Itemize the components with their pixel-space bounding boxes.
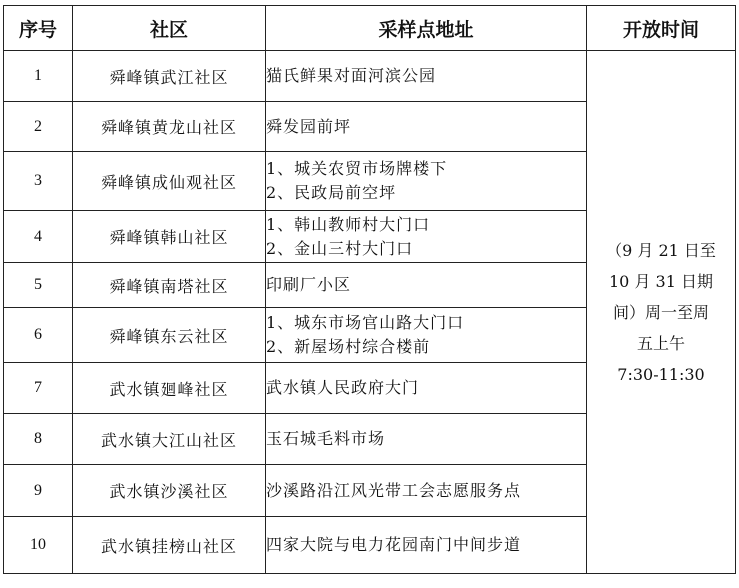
site-address-line: 武水镇人民政府大门 — [266, 378, 420, 397]
site-address-line: 印刷厂小区 — [266, 275, 352, 294]
open-time-cell — [587, 51, 736, 574]
row-community: 武水镇沙溪社区 — [73, 465, 266, 517]
open-time-line: 五上午 — [636, 333, 685, 353]
row-site — [266, 308, 587, 363]
open-time-line: 7:30-11:30 — [617, 364, 705, 384]
row-community: 舜峰镇东云社区 — [73, 308, 266, 363]
row-community: 武水镇大江山社区 — [73, 414, 266, 465]
site-address-line: 舜发园前坪 — [266, 116, 352, 136]
row-seq: 10 — [4, 517, 73, 574]
table-body — [4, 51, 736, 574]
row-community: 武水镇挂榜山社区 — [73, 517, 266, 574]
row-seq: 6 — [4, 308, 73, 363]
site-address-line: 2、民政局前空坪 — [266, 183, 397, 202]
site-address-line: 猫氏鲜果对面河滨公园 — [266, 66, 437, 85]
row-seq: 8 — [4, 414, 73, 465]
row-site — [266, 414, 587, 465]
row-seq: 1 — [4, 51, 73, 102]
row-site — [266, 51, 587, 102]
row-community: 舜峰镇韩山社区 — [73, 211, 266, 263]
header-seq: 序号 — [4, 6, 73, 51]
open-time-line: 10 月 31 日期 — [609, 271, 713, 291]
site-address-line: 1、城东市场官山路大门口 — [266, 313, 465, 332]
row-site — [266, 152, 587, 211]
row-seq: 4 — [4, 211, 73, 263]
sampling-sites-table — [3, 5, 736, 574]
row-seq: 9 — [4, 465, 73, 517]
header-community: 社区 — [73, 6, 266, 51]
row-community: 舜峰镇成仙观社区 — [73, 152, 266, 211]
row-site — [266, 363, 587, 414]
row-seq: 7 — [4, 363, 73, 414]
header-site: 采样点地址 — [266, 6, 587, 51]
row-seq: 5 — [4, 263, 73, 308]
row-site — [266, 263, 587, 308]
row-seq: 3 — [4, 152, 73, 211]
site-address-line: 1、韩山教师村大门口 — [266, 214, 431, 234]
site-address-line: 玉石城毛料市场 — [266, 429, 386, 448]
row-site — [266, 211, 587, 263]
header-row — [4, 6, 736, 51]
site-address-line: 2、新屋场村综合楼前 — [266, 337, 431, 356]
open-time-line: 间）周一至周 — [612, 302, 709, 322]
site-address-line: 2、金山三村大门口 — [266, 238, 414, 258]
row-site — [266, 517, 587, 574]
row-seq: 2 — [4, 102, 73, 152]
row-community: 舜峰镇南塔社区 — [73, 263, 266, 308]
header-open-time: 开放时间 — [587, 6, 736, 51]
site-address-line: 沙溪路沿江风光带工会志愿服务点 — [266, 480, 522, 500]
row-community: 舜峰镇武江社区 — [73, 51, 266, 102]
site-address-line: 1、城关农贸市场牌楼下 — [266, 159, 448, 178]
row-site — [266, 102, 587, 152]
open-time-line: （9 月 21 日至 — [606, 240, 716, 260]
row-community: 武水镇廻峰社区 — [73, 363, 266, 414]
row-community: 舜峰镇黄龙山社区 — [73, 102, 266, 152]
table-row — [4, 51, 736, 102]
row-site — [266, 465, 587, 517]
site-address-line: 四家大院与电力花园南门中间步道 — [266, 535, 522, 554]
